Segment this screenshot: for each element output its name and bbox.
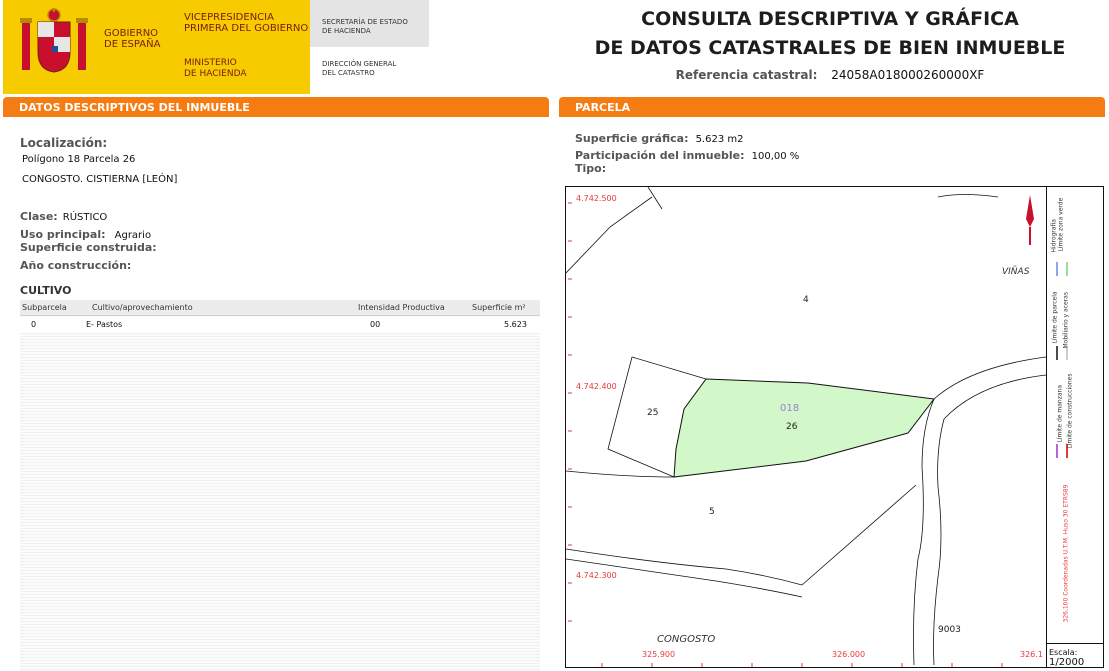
- y-label-2: 4.742.400: [576, 382, 617, 391]
- col-cultivo: Cultivo/aprovechamiento: [92, 303, 193, 312]
- y-label-3: 4.742.300: [576, 571, 617, 580]
- parcel-number-4: 4: [803, 295, 809, 305]
- x-label-1: 325.900: [642, 650, 676, 659]
- legend-mobiliario: Mobiliario y aceras: [1062, 292, 1070, 349]
- tipo-label: Tipo:: [575, 162, 607, 175]
- cultivo-table-header: [20, 300, 540, 316]
- parcel-code: 018: [780, 403, 800, 414]
- col-superficie: Superficie m²: [472, 303, 526, 312]
- cell-intensidad: 00: [370, 320, 381, 329]
- direccion-line1: DIRECCIÓN GENERAL: [322, 60, 397, 68]
- ministerio-text: [184, 58, 247, 80]
- ministerio-line1: MINISTERIO: [184, 58, 237, 68]
- referencia-catastral: [560, 68, 1100, 82]
- participacion-value: 100,00 %: [751, 151, 800, 162]
- map-legend: [1051, 196, 1075, 636]
- direccion-text: [322, 60, 396, 78]
- scale-box: [1046, 643, 1104, 668]
- legend-hidrografia: Hidrografía: [1050, 219, 1058, 253]
- legend-limite-manzana: Límite de manzana: [1056, 384, 1064, 443]
- uso-value: Agrario: [114, 230, 152, 241]
- localizacion-label: Localización:: [20, 136, 108, 150]
- participacion-row: [575, 144, 799, 163]
- col-subparcela: Subparcela: [22, 303, 67, 312]
- table-row: [20, 317, 540, 333]
- cell-subparcela: 0: [31, 320, 37, 329]
- place-congosto: CONGOSTO: [657, 634, 716, 645]
- coat-of-arms-icon: [14, 8, 94, 78]
- gobierno-line1: GOBIERNO: [104, 28, 159, 39]
- section-datos-descriptivos: DATOS DESCRIPTIVOS DEL INMUEBLE: [3, 97, 549, 117]
- ministerio-line2: DE HACIENDA: [184, 69, 247, 79]
- vicepresidencia-line1: VICEPRESIDENCIA: [184, 12, 274, 23]
- legend-divider: [1046, 187, 1047, 667]
- page-title-line2: DE DATOS CATASTRALES DE BIEN INMUEBLE: [594, 37, 1066, 59]
- cultivo-title: CULTIVO: [20, 284, 72, 297]
- anio-construccion-label: Año construcción:: [20, 259, 132, 272]
- place-vinas: VIÑAS: [1002, 267, 1030, 277]
- col-intensidad: Intensidad Productiva: [358, 303, 445, 312]
- cell-cultivo: E- Pastos: [86, 320, 123, 329]
- x-label-2: 326.000: [832, 650, 866, 659]
- clase-row: [20, 205, 107, 224]
- north-arrow-icon: [1026, 195, 1034, 245]
- clase-label: Clase:: [20, 210, 58, 223]
- direccion-line2: DEL CATASTRO: [322, 69, 375, 77]
- localizacion-line1: Polígono 18 Parcela 26: [22, 154, 136, 165]
- map-drawing: [566, 187, 1104, 667]
- legend-limite-construcciones: Límite de construcciones: [1066, 373, 1074, 449]
- uso-label: Uso principal:: [20, 228, 106, 241]
- secretaria-text: [322, 18, 408, 36]
- superficie-grafica-value: 5.623 m2: [695, 134, 744, 145]
- section-parcela: PARCELA: [559, 97, 1105, 117]
- uso-row: [20, 223, 151, 242]
- parcel-number-25: 25: [647, 408, 659, 418]
- secretaria-line1: SECRETARÍA DE ESTADO: [322, 18, 408, 26]
- superficie-grafica-label: Superficie gráfica:: [575, 132, 689, 145]
- secretaria-line2: DE HACIENDA: [322, 27, 371, 35]
- parcel-26-shape: [674, 379, 934, 477]
- participacion-label: Participación del inmueble:: [575, 149, 745, 162]
- cultivo-table: [20, 300, 540, 671]
- page-title-line1: CONSULTA DESCRIPTIVA Y GRÁFICA: [641, 8, 1019, 30]
- y-label-1: 4.742.500: [576, 194, 617, 203]
- localizacion-line2: CONGOSTO. CISTIERNA [LEÓN]: [22, 174, 178, 185]
- referencia-label: Referencia catastral:: [675, 68, 818, 82]
- escala-label: Escala:: [1049, 648, 1078, 657]
- parcel-number-9003: 9003: [938, 625, 961, 635]
- legend-limite-parcela: Límite de parcela: [1051, 291, 1059, 344]
- vicepresidencia-line2: PRIMERA DEL GOBIERNO: [184, 23, 309, 34]
- parcel-number-26: 26: [786, 422, 798, 432]
- x-label-3: 326.1: [1020, 650, 1043, 659]
- superficie-construida-label: Superficie construida:: [20, 241, 157, 254]
- gobierno-text: [104, 28, 160, 50]
- legend-coordenadas: 326,100 Coordenadas U.T.M. Huso 30 ETRS89: [1062, 484, 1070, 623]
- escala-value: 1/2000: [1049, 657, 1085, 668]
- parcel-number-5: 5: [709, 507, 715, 517]
- referencia-value: 24058A018000260000XF: [831, 68, 985, 82]
- vicepresidencia-text: [184, 12, 308, 34]
- cell-superficie: 5.623: [504, 320, 527, 329]
- gobierno-line2: DE ESPAÑA: [104, 39, 161, 50]
- legend-limite-zona-verde: Límite zona verde: [1057, 197, 1065, 252]
- clase-value: RÚSTICO: [62, 212, 108, 223]
